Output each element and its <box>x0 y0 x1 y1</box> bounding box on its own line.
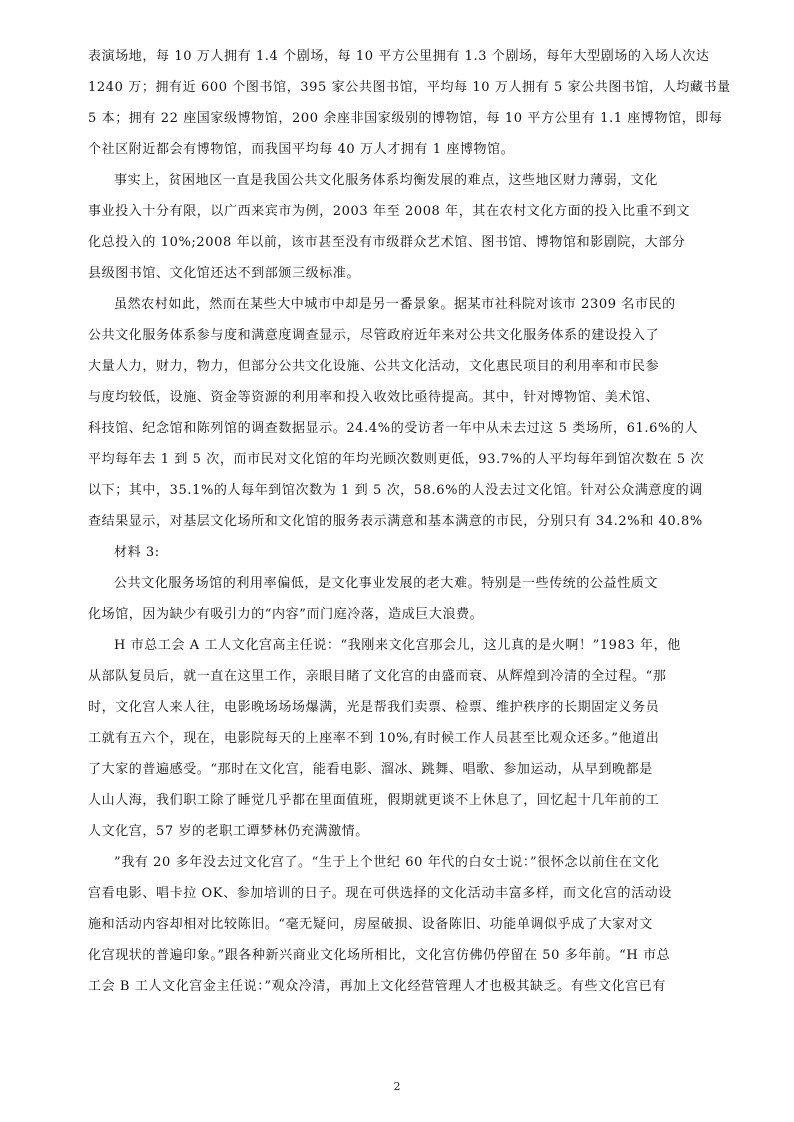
text-line: 施和活动内容却相对比较陈旧。“毫无疑问，房屋破损、设备陈旧、功能单调似乎成了大家对文 <box>88 917 653 932</box>
paragraph-first-line: ”我有 20 多年没去过文化宫了。“生于上个世纪 60 年代的白女士说：”很怀念以前住在文化 <box>114 855 660 870</box>
page-number: 2 <box>393 1080 401 1093</box>
text-line: 以下；其中，35.1%的人每年到馆次数为 1 到 5 次，58.6%的人没去过文化馆。针对公众满意度的调 <box>88 483 703 498</box>
text-line: 查结果显示，对基层文化场所和文化馆的服务表示满意和基本满意的市民，分别只有 34.2%和 40.8% <box>88 514 703 529</box>
text-line: 人文化宫，57 岁的老职工谭梦林仍充满激情。 <box>88 824 369 839</box>
text-line: 化场馆，因为缺少有吸引力的“内容”而门庭冷落，造成巨大浪费。 <box>88 607 484 622</box>
paragraph-first-line: 虽然农村如此，然而在某些大中城市中却是另一番景象。据某市社科院对该市 2309 名市民的 <box>114 297 676 312</box>
text-line: 5 本；拥有 22 座国家级博物馆，200 余座非国家级别的博物馆，每 10 平方公里有 1.1 座博物馆，即每 <box>88 111 723 126</box>
text-line: 县级图书馆、文化馆还达不到部颁三级标准。 <box>88 266 361 281</box>
paragraph-first-line: H 市总工会 A 工人文化宫高主任说：“我刚来文化宫那会儿，这儿真的是火啊！”1983 年，他 <box>114 638 681 653</box>
text-line: 工就有五六个，现在，电影院每天的上座率不到 10%,有时候工作人员甚至比观众还多。”他道出 <box>88 731 660 746</box>
text-line: 科技馆、纪念馆和陈列馆的调查数据显示。24.4%的受访者一年中从未去过这 5 类场所，61.6%的人 <box>88 421 699 436</box>
text-line: 时，文化宫人来人往，电影晚场场场爆满，光是帮我们卖票、检票、维护秩序的长期固定义务员 <box>88 700 660 715</box>
text-line: 公共文化服务体系参与度和满意度调查显示，尽管政府近年来对公共文化服务体系的建设投入了 <box>88 328 660 343</box>
text-line: 表演场地，每 10 万人拥有 1.4 个剧场，每 10 平方公里拥有 1.3 个剧场，每年大型剧场的入场人次达 <box>88 49 710 64</box>
text-line: 宫看电影、唱卡拉 OK、参加培训的日子。现在可供选择的文化活动丰富多样，而文化宫的活动设 <box>88 886 672 901</box>
text-line: 1240 万；拥有近 600 个图书馆，395 家公共图书馆，平均每 10 万人拥有 5 家公共图书馆，人均藏书量 <box>88 80 731 95</box>
text-line: 化总投入的 10%;2008 年以前，该市甚至没有市级群众艺术馆、图书馆、博物馆和影剧院，大部分 <box>88 235 686 250</box>
paragraph-first-line: 公共文化服务场馆的利用率偏低，是文化事业发展的老大难。特别是一些传统的公益性质文 <box>114 576 659 591</box>
text-line: 个社区附近都会有博物馆，而我国平均每 40 万人才拥有 1 座博物馆。 <box>88 142 515 157</box>
section-heading: 材料 3: <box>114 545 160 560</box>
text-line: 人山人海，我们职工除了睡觉几乎都在里面值班，假期就更谈不上休息了，回忆起十几年前的工 <box>88 793 660 808</box>
text-line: 了大家的普遍感受。“那时在文化宫，能看电影、溜冰、跳舞、唱歌、参加运动，从早到晚都是 <box>88 762 653 777</box>
text-line: 与度均较低，设施、资金等资源的利用率和投入收效比亟待提高。其中，针对博物馆、美术馆、 <box>88 390 660 405</box>
text-line: 大量人力，财力，物力，但部分公共文化设施、公共文化活动，文化惠民项目的利用率和市民参 <box>88 359 660 374</box>
text-line: 事业投入十分有限，以广西来宾市为例，2003 年至 2008 年，其在农村文化方面的投入比重不到文 <box>88 204 690 219</box>
text-line: 平均每年去 1 到 5 次，而市民对文化馆的年均光顾次数则更低，93.7%的人平均每年到馆次数在 5 次 <box>88 452 705 467</box>
paragraph-first-line: 事实上，贫困地区一直是我国公共文化服务体系均衡发展的难点，这些地区财力薄弱，文化 <box>114 173 659 188</box>
text-line: 化宫现状的普遍印象。”跟各种新兴商业文化场所相比，文化宫仿佛仍停留在 50 多年前。“H 市总 <box>88 948 671 963</box>
text-line: 从部队复员后，就一直在这里工作，亲眼目睹了文化宫的由盛而衰、从辉煌到冷清的全过程。“那 <box>88 669 667 684</box>
text-line: 工会 B 工人文化宫金主任说：”观众冷清，再加上文化经营管理人才也极其缺乏。有些文化宫已有 <box>88 979 666 994</box>
